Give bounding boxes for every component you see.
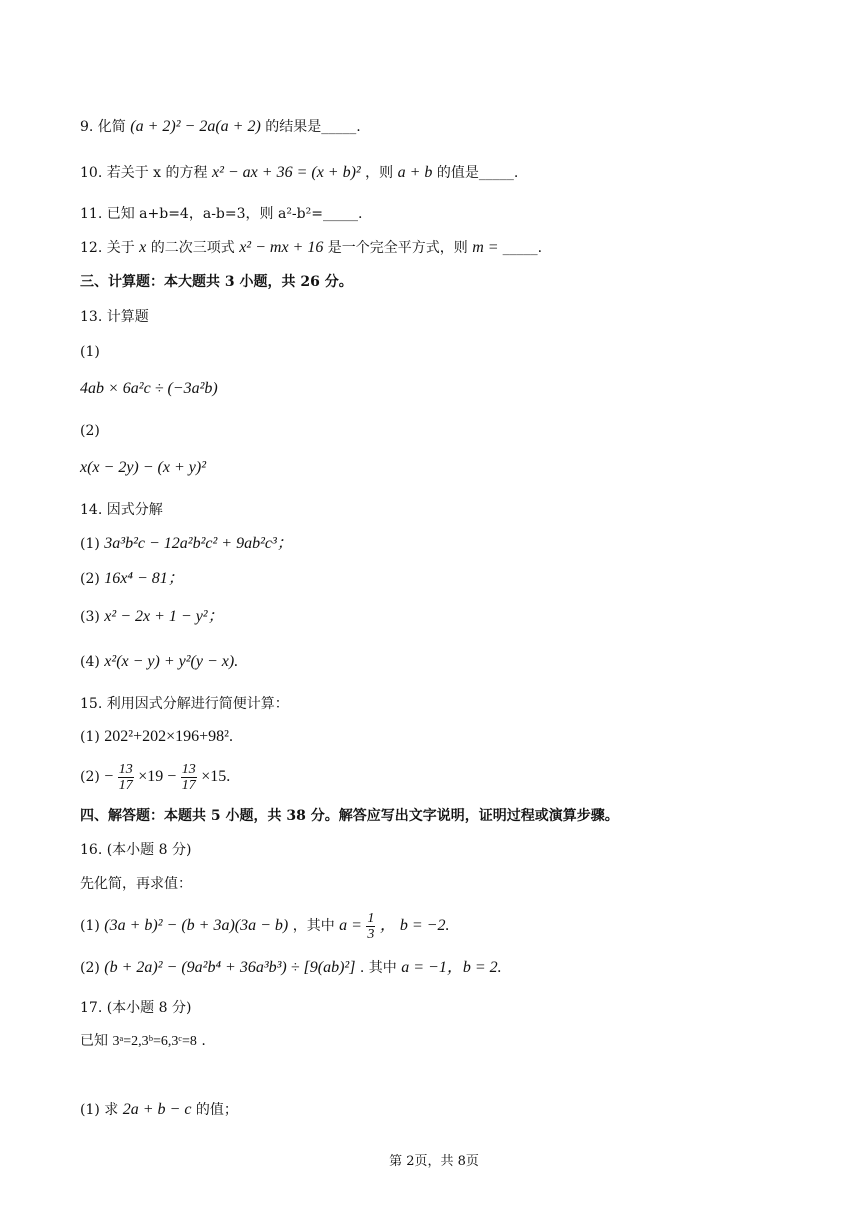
q17-dot: . — [201, 1033, 206, 1049]
q13-part2-expression: x(x − 2y) − (x + y)² — [80, 459, 207, 476]
fraction-numerator: 1 — [367, 910, 375, 926]
q12-label: 12. 关于 — [80, 240, 135, 256]
q17-intro — [80, 1031, 206, 1052]
page-footer: 第 2页，共 8页 — [389, 1154, 479, 1169]
q10-label: 10. 若关于 x 的方程 — [80, 165, 208, 181]
fraction-denominator: 3 — [367, 926, 375, 942]
q14-part3-label: (3) — [80, 609, 100, 625]
q10-mid: ，则 — [365, 165, 394, 181]
q10-tail: 的值是_____. — [436, 165, 519, 181]
q17-part1-expression: 2a + b − c — [122, 1101, 192, 1118]
section-4-heading: 四、解答题：本题共 5 小题，共 38 分。解答应写出文字说明，证明过程或演算步骤。 — [80, 808, 619, 824]
q17-part1-label: (1) 求 — [80, 1102, 119, 1118]
q16-intro: 先化简，再求值： — [80, 876, 192, 892]
q16-part1-label: (1) — [80, 918, 100, 934]
q10-line — [80, 163, 518, 183]
q12-line — [80, 238, 542, 258]
q10-expression: x² − ax + 36 = (x + b)² — [211, 164, 361, 181]
q15-part1-label: (1) — [80, 729, 100, 745]
q16-part1-expression: (3a + b)² − (b + 3a)(3a − b) — [104, 917, 289, 934]
q14-part1-label: (1) — [80, 536, 100, 552]
q14-part2-label: (2) — [80, 571, 100, 587]
q16-title: 16. (本小题 8 分) — [80, 842, 192, 858]
q9-label: 9. 化简 — [80, 119, 126, 135]
q17-part1-tail: 的值； — [195, 1102, 238, 1118]
q12-expression-2: m = — [472, 239, 503, 256]
q11-line — [80, 204, 362, 224]
q16-part1-mid: ，其中 — [292, 918, 335, 934]
q16-part1-a: a = — [339, 917, 362, 934]
section-3-heading: 三、计算题：本大题共 3 小题，共 26 分。 — [80, 274, 353, 290]
q15-part2-tail: ×15. — [201, 768, 231, 785]
q14-part1 — [80, 534, 293, 554]
q16-part1-b: ， b = −2. — [379, 917, 450, 934]
q12-tail: _____. — [502, 240, 543, 256]
fraction-denominator: 17 — [118, 777, 133, 793]
q15-title: 15. 利用因式分解进行简便计算： — [80, 696, 289, 712]
q17-part1 — [80, 1100, 238, 1120]
q9-expression: (a + 2)² − 2a(a + 2) — [130, 118, 261, 135]
q17-title: 17. (本小题 8 分) — [80, 1000, 192, 1016]
fraction-denominator: 17 — [181, 777, 196, 793]
q16-part2-label: (2) — [80, 960, 100, 976]
q15-part2-fraction-2 — [181, 762, 197, 793]
q13-part2-label: (2) — [80, 423, 100, 439]
q14-title: 14. 因式分解 — [80, 502, 163, 518]
q16-part1 — [80, 909, 449, 943]
q14-part2 — [80, 569, 184, 589]
q10-expression-2: a + b — [397, 164, 433, 181]
q17-expression: 3ᵃ=2,3ᵇ=6,3ᶜ=8 — [112, 1034, 197, 1049]
q15-part2-fraction-1 — [118, 762, 134, 793]
q14-part1-expression: 3a³b²c − 12a²b²c² + 9ab²c³； — [104, 535, 293, 552]
q9-line — [80, 117, 361, 137]
q12-var: x — [139, 239, 147, 256]
q15-part2-minus: − — [104, 768, 114, 785]
q13-part1-label: (1) — [80, 344, 100, 360]
q17-intro-label: 已知 — [80, 1033, 108, 1049]
q16-part1-fraction — [366, 911, 375, 942]
q15-part2 — [80, 760, 230, 794]
q16-part2-values: a = −1，b = 2. — [401, 959, 502, 976]
q9-tail: 的结果是_____. — [265, 119, 361, 135]
q14-part2-expression: 16x⁴ − 81； — [104, 570, 184, 587]
q16-part2-mid: . 其中 — [359, 960, 397, 976]
q13-part1-expression: 4ab × 6a²c ÷ (−3a²b) — [80, 380, 218, 397]
q14-part4 — [80, 652, 238, 672]
q16-part2-expression: (b + 2a)² − (9a²b⁴ + 36a³b³) ÷ [9(ab)²] — [104, 959, 356, 976]
q14-part3-expression: x² − 2x + 1 − y²； — [104, 608, 224, 625]
q15-part1 — [80, 727, 233, 747]
q15-part1-expression: 202²+202×196+98². — [104, 728, 233, 745]
q11-text: 11. 已知 a+b=4，a-b=3，则 a²-b²=_____. — [80, 206, 363, 222]
q16-part2 — [80, 958, 502, 978]
q15-part2-mid: ×19 − — [138, 768, 177, 785]
q12-mid: 的二次三项式 — [150, 240, 235, 256]
q14-part4-label: (4) — [80, 654, 100, 670]
q12-mid-2: 是一个完全平方式，则 — [327, 240, 468, 256]
fraction-numerator: 13 — [118, 761, 133, 777]
q13-title: 13. 计算题 — [80, 309, 149, 325]
q14-part3 — [80, 607, 224, 627]
q12-expression: x² − mx + 16 — [239, 239, 324, 256]
q15-part2-label: (2) — [80, 769, 100, 785]
q14-part4-expression: x²(x − y) + y²(y − x). — [104, 653, 239, 670]
fraction-numerator: 13 — [181, 761, 196, 777]
